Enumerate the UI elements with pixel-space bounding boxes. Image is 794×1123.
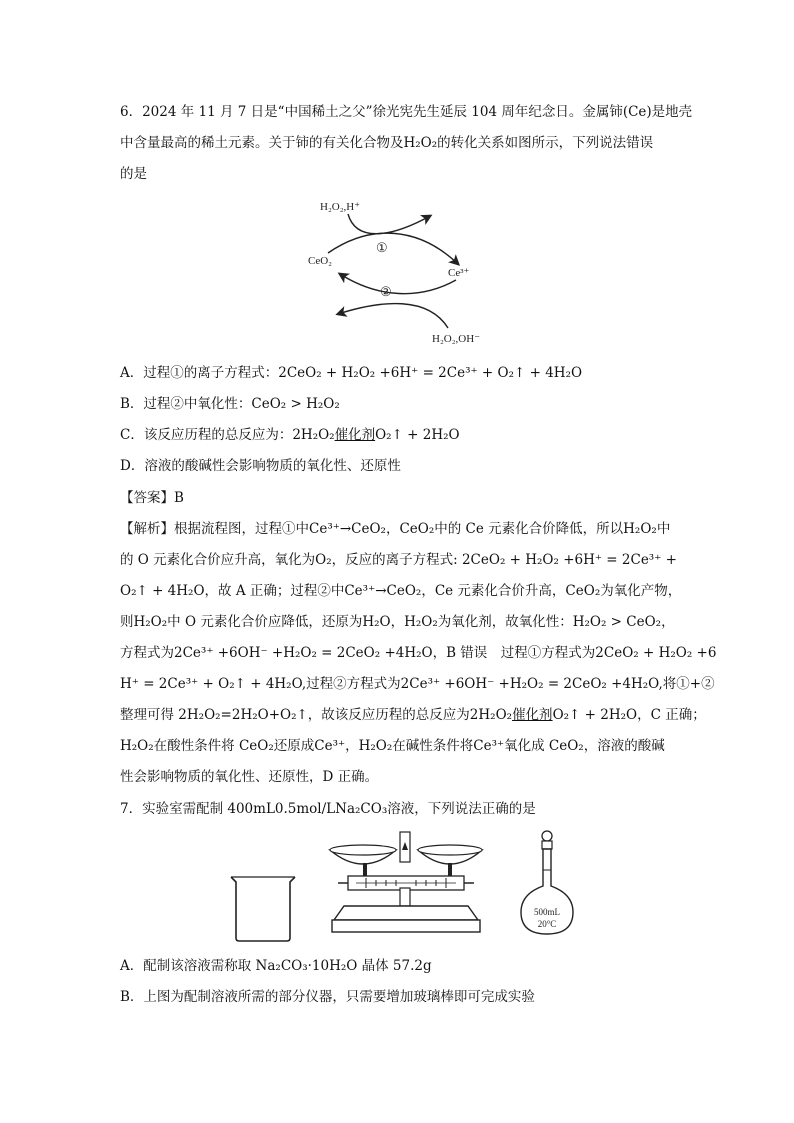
- analysis-line-3: O₂↑ + 4H₂O，故 A 正确；过程②中Ce³⁺→CeO₂，Ce 元素化合价升高，CeO₂为氧化产物，: [120, 583, 682, 599]
- analysis-line-6: H⁺ = 2Ce³⁺ + O₂↑ + 4H₂O,过程②方程式为2Ce³⁺ +6OH⁻ +H₂O₂ = 2CeO₂ +4H₂O,将①+②: [120, 676, 715, 692]
- q7-stem: 7．实验室需配制 400mL0.5mol/LNa₂CO₃溶液，下列说法正确的是: [120, 801, 536, 817]
- q6-option-a: A．过程①的离子方程式：2CeO₂ + H₂O₂ +6H⁺ = 2Ce³⁺ + O₂↑ + 4H₂O: [120, 365, 583, 381]
- top-reagent-label: H₂O₂,H⁺: [320, 201, 361, 213]
- analysis-line-7-left: 整理可得 2H₂O₂=2H₂O+O₂↑，故该反应历程的总反应为2H₂O₂: [120, 707, 513, 723]
- step-2-label: ②: [380, 284, 392, 299]
- analysis-line-2: 的 O 元素化合价应升高，氧化为O₂，反应的离子方程式: 2CeO₂ + H₂O₂ +6H⁺ = 2Ce³⁺ +: [120, 552, 677, 568]
- q6-option-b: B．过程②中氧化性：CeO₂ > H₂O₂: [120, 396, 340, 412]
- arrow-step-1: [328, 233, 458, 264]
- q6-option-c-left: C．该反应历程的总反应为：2H₂O₂: [120, 427, 335, 443]
- analysis-line-7-right: O₂↑ + 2H₂O，C 正确；: [552, 707, 706, 723]
- analysis-line-1: 【解析】根据流程图，过程①中Ce³⁺→CeO₂，CeO₂中的 Ce 元素化合价降低，所以H₂O₂中: [120, 521, 671, 537]
- q7-option-b: B．上图为配制溶液所需的部分仪器，只需要增加玻璃棒即可完成实验: [120, 989, 535, 1005]
- bottom-reagent-label: H₂O₂,OH⁻: [432, 333, 481, 345]
- right-species-label: Ce³⁺: [448, 267, 470, 279]
- flask-temperature-label: 20°C: [537, 919, 557, 929]
- q6-option-c-right: O₂↑ + 2H₂O: [375, 427, 460, 443]
- cerium-cycle-diagram: [300, 190, 500, 350]
- arrow-bottom-reagent: [338, 304, 448, 328]
- flask-volume-label: 500mL: [534, 907, 560, 917]
- catalyst-label: 催化剂: [334, 427, 376, 443]
- analysis-line-5: 方程式为2Ce³⁺ +6OH⁻ +H₂O₂ = 2CeO₂ +4H₂O，B 错误 过程①方程式为2CeO₂ + H₂O₂ +6: [120, 645, 717, 661]
- q6-stem-line-1: 6．2024 年 11 月 7 日是“中国稀土之父”徐光宪先生延辰 104 周年纪念日。金属铈(Ce)是地壳: [120, 104, 693, 120]
- arrow-step-2: [340, 274, 456, 294]
- volumetric-flask-illustration: [517, 828, 577, 938]
- beaker-illustration: [228, 874, 298, 944]
- analysis-line-4: 则H₂O₂中 O 元素化合价应降低，还原为H₂O，H₂O₂为氧化剂，故氧化性：H₂O₂ > CeO₂，: [120, 614, 675, 630]
- balance-scale-illustration: [326, 828, 486, 938]
- answer-line: 【答案】B: [120, 490, 184, 506]
- arrow-top-reagent: [348, 214, 430, 234]
- analysis-catalyst-label: 催化剂: [512, 707, 553, 723]
- q6-option-c: [120, 426, 460, 444]
- q7-option-a: A．配制该溶液需称取 Na₂CO₃·10H₂O 晶体 57.2g: [120, 958, 432, 974]
- q6-stem-line-2: 中含量最高的稀土元素。关于铈的有关化合物及H₂O₂的转化关系如图所示，下列说法错误: [120, 135, 654, 151]
- q6-stem-line-3: 的是: [120, 166, 147, 182]
- step-1-label: ①: [376, 240, 388, 255]
- analysis-line-7: [120, 706, 706, 724]
- left-species-label: CeO₂: [308, 255, 332, 267]
- analysis-line-9: 性会影响物质的氧化性、还原性，D 正确。: [120, 769, 379, 785]
- q6-option-d: D．溶液的酸碱性会影响物质的氧化性、还原性: [120, 458, 401, 474]
- analysis-line-8: H₂O₂在酸性条件将 CeO₂还原成Ce³⁺，H₂O₂在碱性条件将Ce³⁺氧化成 CeO₂，溶液的酸碱: [120, 738, 665, 754]
